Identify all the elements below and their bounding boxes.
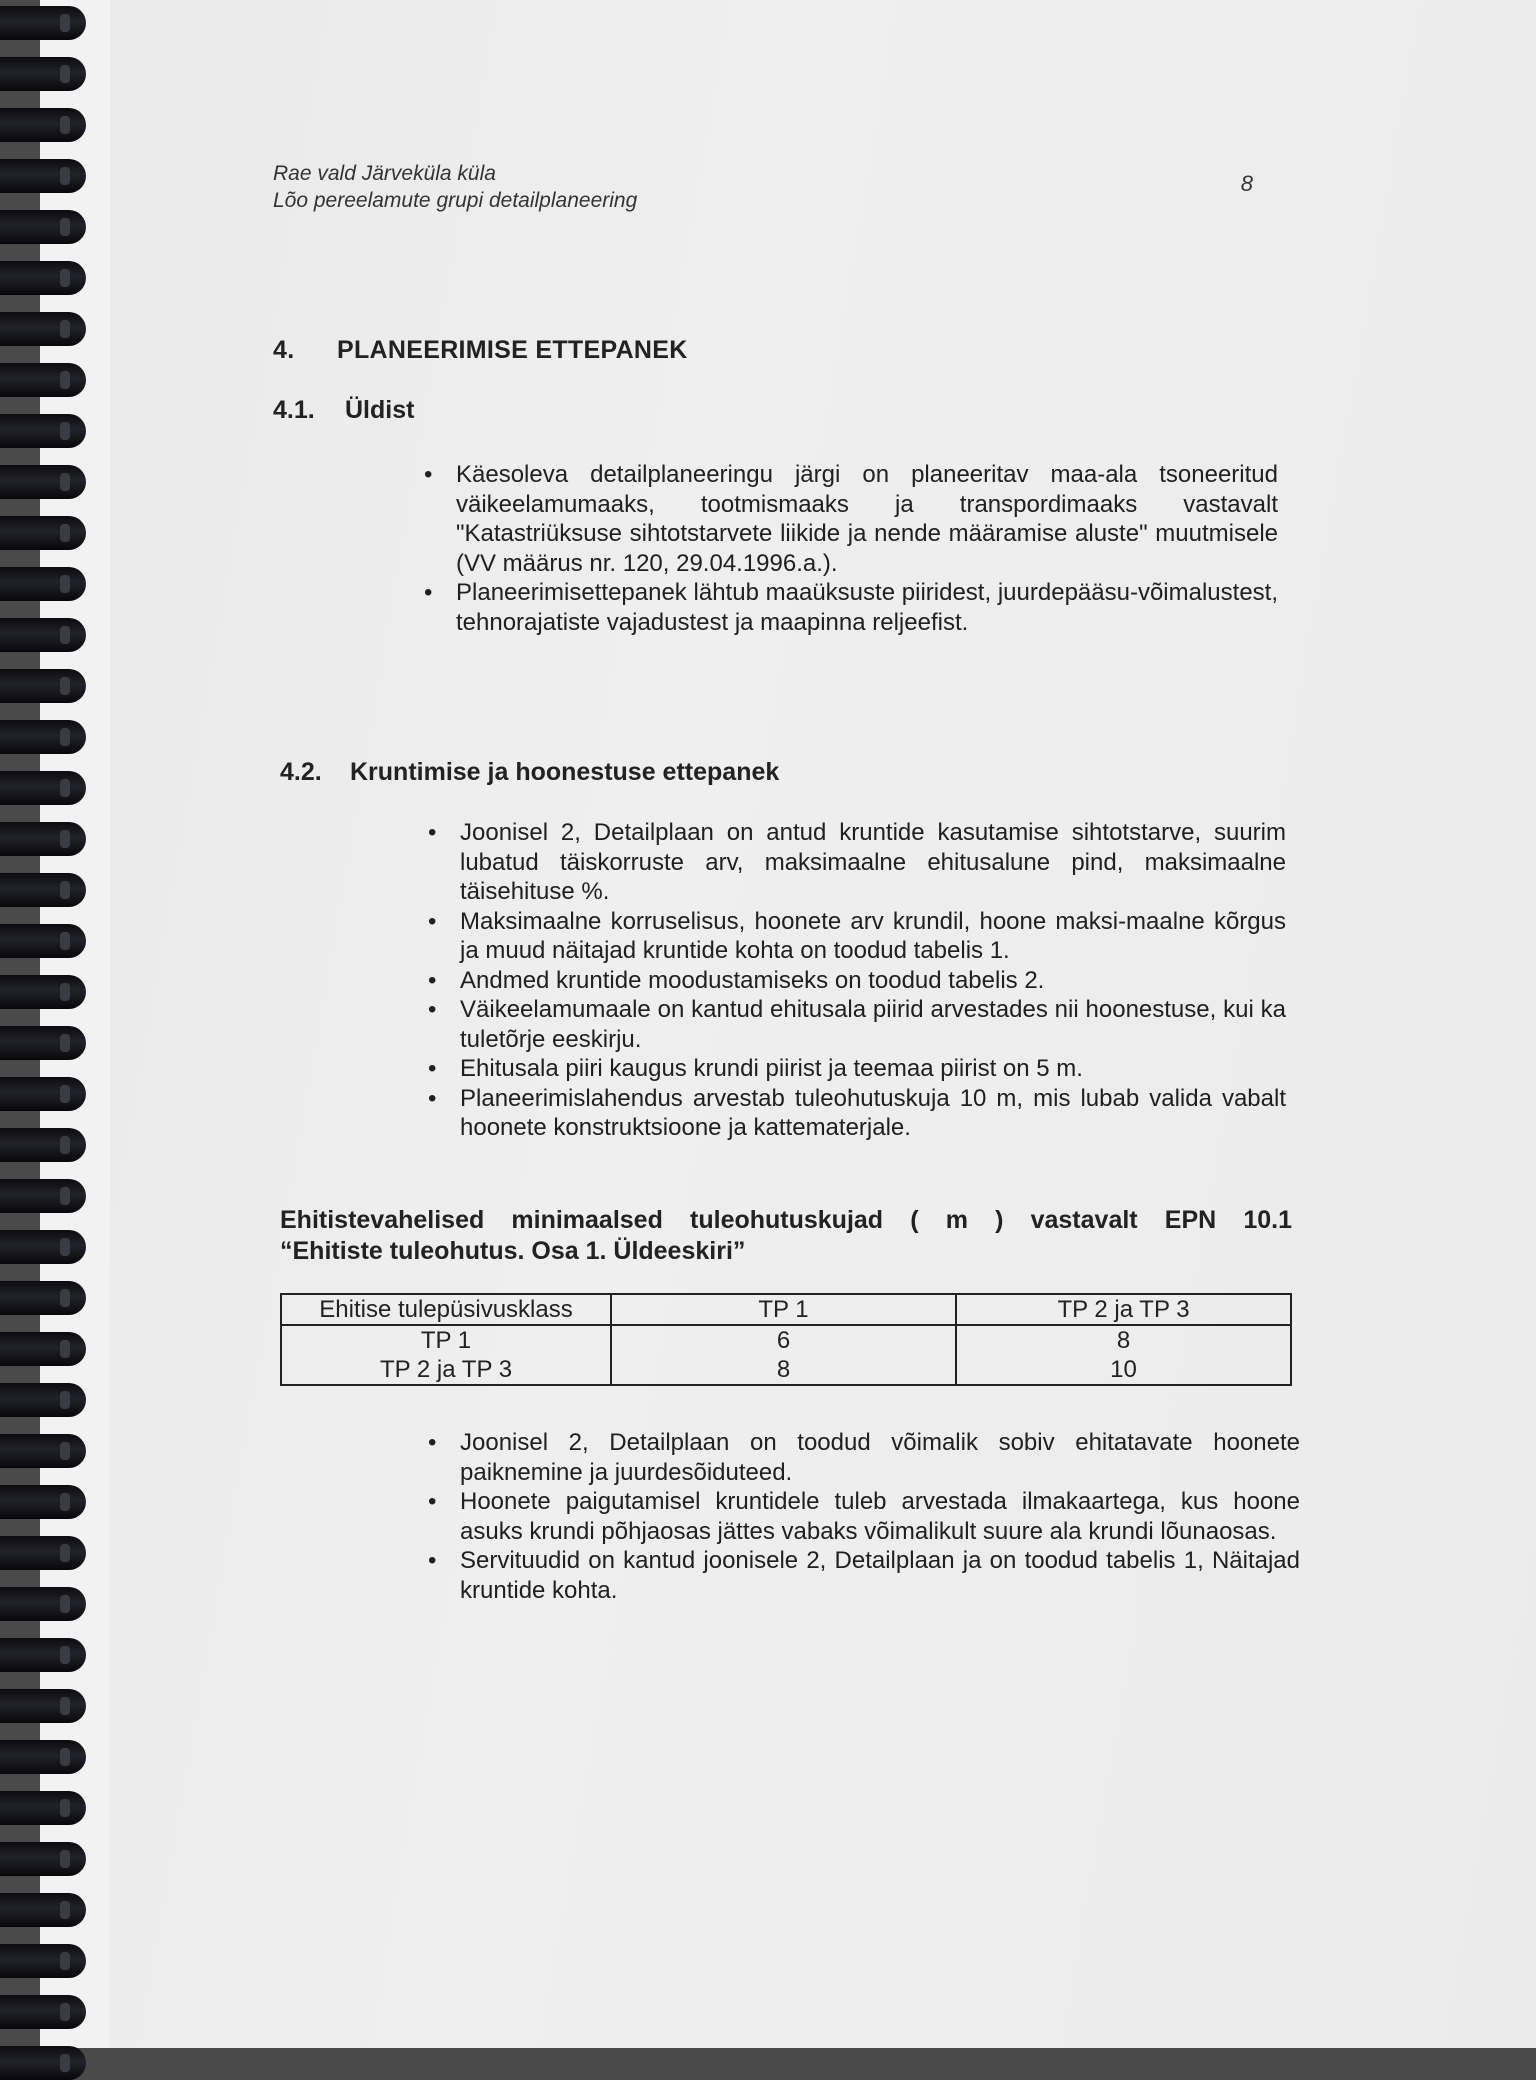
binding-coil bbox=[0, 567, 86, 601]
binding-coil bbox=[0, 1995, 86, 2029]
list-item: • Maksimaalne korruselisus, hoonete arv krundil, hoone maksi-maalne kõrgus ja muud näitajad kruntide kohta on toodud tabelis 1. bbox=[428, 907, 1286, 964]
binding-coil bbox=[0, 1281, 86, 1315]
binding-coil bbox=[0, 210, 86, 244]
binding-coil bbox=[0, 1434, 86, 1468]
binding-coil bbox=[0, 618, 86, 652]
binding-coil bbox=[0, 720, 86, 754]
page-number: 8 bbox=[1240, 171, 1253, 196]
binding-coil bbox=[0, 6, 86, 40]
fire-table-title-line-1: Ehitistevahelised minimaalsed tuleohutuskujad ( m ) vastavalt EPN 10.1 bbox=[280, 1206, 1292, 1234]
header-line-1: Rae vald Järveküla küla bbox=[273, 162, 496, 185]
list-item: • Hoonete paigutamisel kruntidele tuleb arvestada ilmakaartega, kus hoone asuks krundi põhjaosas jättes vabaks võimalikult suure ala krundi lõunaosas. bbox=[428, 1488, 1300, 1545]
binding-coil bbox=[0, 2046, 86, 2080]
binding-coil bbox=[0, 975, 86, 1009]
fire-distance-table bbox=[280, 1293, 1292, 1386]
table-header-cell: TP 2 ja TP 3 bbox=[956, 1294, 1291, 1325]
binding-coil bbox=[0, 1230, 86, 1264]
list-item: • Planeerimislahendus arvestab tuleohutuskuja 10 m, mis lubab valida vabalt hoonete konstruktsioone ja kattematerjale. bbox=[428, 1084, 1286, 1141]
list-item: • Väikeelamumaale on kantud ehitusala piirid arvestades nii hoonestuse, kui ka tuletõrje eeskirju. bbox=[428, 996, 1286, 1053]
binding-coil bbox=[0, 1944, 86, 1978]
binding-coil bbox=[0, 873, 86, 907]
section-4-2-number: 4.2. bbox=[280, 758, 322, 786]
binding-coil bbox=[0, 363, 86, 397]
binding-coil bbox=[0, 1179, 86, 1213]
section-4-1-number: 4.1. bbox=[273, 396, 315, 424]
closing-bullet-list bbox=[428, 1428, 1300, 1605]
list-item: • Planeerimisettepanek lähtub maaüksuste piiridest, juurdepääsu-võimalustest, tehnorajatiste vajadustest ja maapinna reljeefist. bbox=[424, 579, 1278, 636]
binding-coil bbox=[0, 516, 86, 550]
binding-coil bbox=[0, 1893, 86, 1927]
section-4-2-heading bbox=[280, 758, 779, 787]
table-cell: TP 1 TP 2 ja TP 3 bbox=[281, 1325, 611, 1385]
binding-coil bbox=[0, 1791, 86, 1825]
binding-coil bbox=[0, 1128, 86, 1162]
fire-table-title-line-2: “Ehitiste tuleohutus. Osa 1. Üldeeskiri” bbox=[280, 1237, 746, 1265]
section-4-number: 4. bbox=[273, 336, 295, 364]
list-item: • Servituudid on kantud joonisele 2, Detailplaan ja on toodud tabelis 1, Näitajad kruntide kohta. bbox=[428, 1547, 1300, 1604]
table-header-row bbox=[281, 1294, 1291, 1325]
binding-coil bbox=[0, 159, 86, 193]
section-4-1-bullet-list bbox=[424, 460, 1278, 637]
binding-coil bbox=[0, 1536, 86, 1570]
binding-coil bbox=[0, 1077, 86, 1111]
section-4-title: PLANEERIMISE ETTEPANEK bbox=[337, 336, 688, 364]
binding-coil bbox=[0, 261, 86, 295]
header-line-2: Lõo pereelamute grupi detailplaneering bbox=[273, 189, 638, 212]
binding-coil bbox=[0, 1638, 86, 1672]
binding-coil bbox=[0, 1332, 86, 1366]
section-4-heading bbox=[273, 336, 688, 365]
section-4-2-bullet-list bbox=[428, 818, 1286, 1143]
list-item: • Ehitusala piiri kaugus krundi piirist ja teemaa piirist on 5 m. bbox=[428, 1055, 1083, 1082]
binding-coil bbox=[0, 1485, 86, 1519]
binding-coil bbox=[0, 1740, 86, 1774]
binding-coil bbox=[0, 465, 86, 499]
binding-coil bbox=[0, 1587, 86, 1621]
table-cell: 8 10 bbox=[956, 1325, 1291, 1385]
binding-coil bbox=[0, 822, 86, 856]
list-item: • Joonisel 2, Detailplaan on toodud võimalik sobiv ehitatavate hoonete paiknemine ja juurdesõiduteed. bbox=[428, 1429, 1300, 1486]
binding-coil bbox=[0, 1689, 86, 1723]
table-header-cell: Ehitise tulepüsivusklass bbox=[281, 1294, 611, 1325]
table-header-cell: TP 1 bbox=[611, 1294, 956, 1325]
binding-coil bbox=[0, 312, 86, 346]
binding-coil bbox=[0, 1383, 86, 1417]
binding-coil bbox=[0, 108, 86, 142]
fire-distance-table-title bbox=[280, 1205, 1292, 1267]
binding-coil bbox=[0, 1842, 86, 1876]
list-item: • Andmed kruntide moodustamiseks on toodud tabelis 2. bbox=[428, 966, 1045, 994]
table-cell: 6 8 bbox=[611, 1325, 956, 1385]
binding-coil bbox=[0, 57, 86, 91]
binding-coil bbox=[0, 771, 86, 805]
list-item: • Joonisel 2, Detailplaan on antud kruntide kasutamise sihtotstarve, suurim lubatud täiskorruste arv, maksimaalne ehitusalune pind, maksimaalne täisehituse %. bbox=[428, 819, 1286, 905]
list-item: • Käesoleva detailplaneeringu järgi on planeeritav maa-ala tsoneeritud väikeelamumaaks, tootmismaaks ja transpordimaaks vastavalt "Katastriüksuse sihtotstarvete liikide ja nende määramise aluste" muutmisele (VV määrus nr. 120, 29.04.1996.a.). bbox=[424, 461, 1278, 577]
binding-coil bbox=[0, 924, 86, 958]
binding-coil bbox=[0, 1026, 86, 1060]
section-4-1-heading bbox=[273, 396, 414, 425]
binding-coil bbox=[0, 669, 86, 703]
section-4-2-title: Kruntimise ja hoonestuse ettepanek bbox=[350, 758, 780, 786]
binding-coil bbox=[0, 414, 86, 448]
page-header bbox=[273, 160, 1253, 214]
section-4-1-title: Üldist bbox=[345, 396, 415, 424]
table-row bbox=[281, 1325, 1291, 1385]
